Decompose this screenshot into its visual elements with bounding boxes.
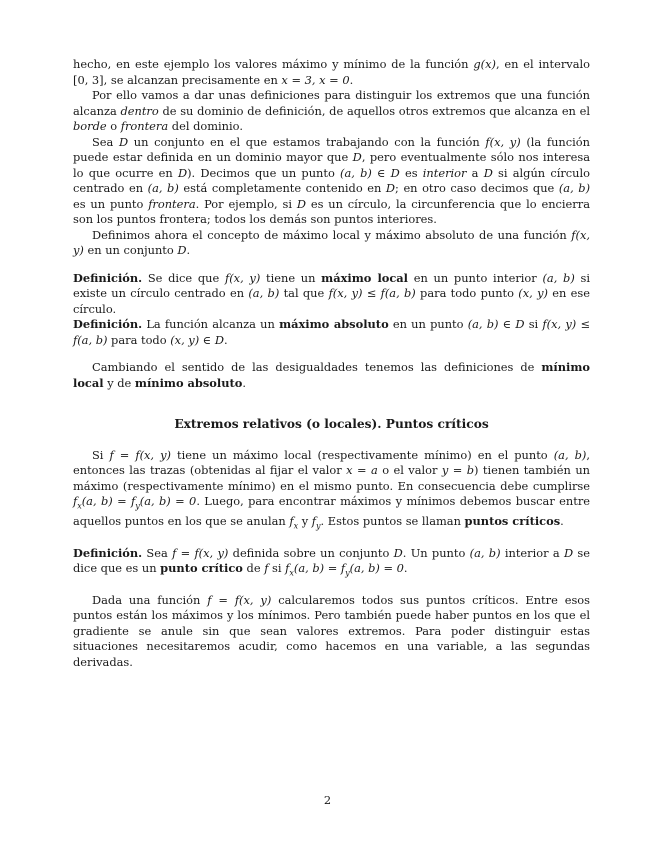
definition-label: Definición. bbox=[73, 545, 143, 560]
page-number: 2 bbox=[323, 793, 332, 807]
definition-critical-point: Definición. Sea f = f(x, y) definida sobre un conjunto D. Un punto (a, b) interior a D se dice que es un punto crítico de f si $f_x(a$, $b) = f_y(a$, b) = 0. bbox=[73, 545, 590, 578]
paragraph-boundary: Por ello vamos a dar unas definiciones para distinguir los extremos que una función alcanza dentro de su dominio de definición, de aquellos otros extremos que alcanza en el borde o frontera del dominio. bbox=[73, 88, 591, 133]
paragraph-critical-points: Si f = f(x, y) tiene un máximo local (respectivamente mínimo) en el punto (a, b), entonces las trazas (obtenidas al fijar el valor x = a o el valor y = b) tienen también un máximo (respectivamente mínimo) en el mismo punto. En consecuencia debe cumplirse $f_x(a$, $b) = f_y(a$, b) = 0. Luego, para encontrar máximos y mínimos debemos buscar entre aquellos puntos en los que se anulan $f_x$ y $f_y$. Estos puntos se llaman puntos críticos. bbox=[73, 447, 591, 531]
section-title: Extremos relativos (o locales). Puntos críticos bbox=[174, 417, 489, 431]
page-content bbox=[73, 57, 590, 670]
paragraph-min-definitions: Cambiando el sentido de las desigualdades tenemos las definiciones de mínimo local y de mínimo absoluto. bbox=[73, 360, 590, 390]
paragraph-gradient: Dada una función f = f(x, y) calcularemos todos sus puntos críticos. Entre esos puntos están los máximos y los mínimos. Pero también puede haber puntos en los que el gradiente se anule sin que sean valores extremos. Para poder distinguir estas situaciones necesitaremos acudir, como hacemos en una variable, a las segundas derivadas. bbox=[73, 592, 591, 669]
definition-local-max: Definición. Se dice que f(x, y) tiene un máximo local en un punto interior (a, b) si existe un círculo centrado en (a, b) tal que f(x, y) ≤ f(a, b) para todo punto (x, y) en ese círculo. bbox=[73, 270, 590, 316]
definition-label: Definición. bbox=[73, 317, 143, 331]
paragraph-max-concept: Definimos ahora el concepto de máximo local y máximo absoluto de una función f(x, y) en un conjunto D. bbox=[73, 227, 590, 257]
paragraph-intro: hecho, en este ejemplo los valores máximo y mínimo de la función g(x), en el intervalo [0, 3], se alcanzan precisamente en x = 3, x = 0. bbox=[73, 57, 590, 87]
definition-label: Definición. bbox=[73, 270, 143, 285]
definition-absolute-max: Definición. La función alcanza un máximo absoluto en un punto (a, b) ∈ D si f(x, y) ≤ f(a, b) para todo (x, y) ∈ D. bbox=[73, 317, 590, 347]
paragraph-interior-points: Sea D un conjunto en el que estamos trabajando con la función f(x, y) (la función puede estar definida en un dominio mayor que D, pero eventualmente sólo nos interesa lo que ocurre en D). Decimos que un punto (a, b) ∈ D es interior a D si algún círculo centrado en (a, b) está completamente contenido en D; en otro caso decimos que (a, b) es un punto frontera. Por ejemplo, si D es un círculo, la circunferencia que lo encierra son los puntos frontera; todos los demás son puntos interiores. bbox=[73, 134, 591, 226]
